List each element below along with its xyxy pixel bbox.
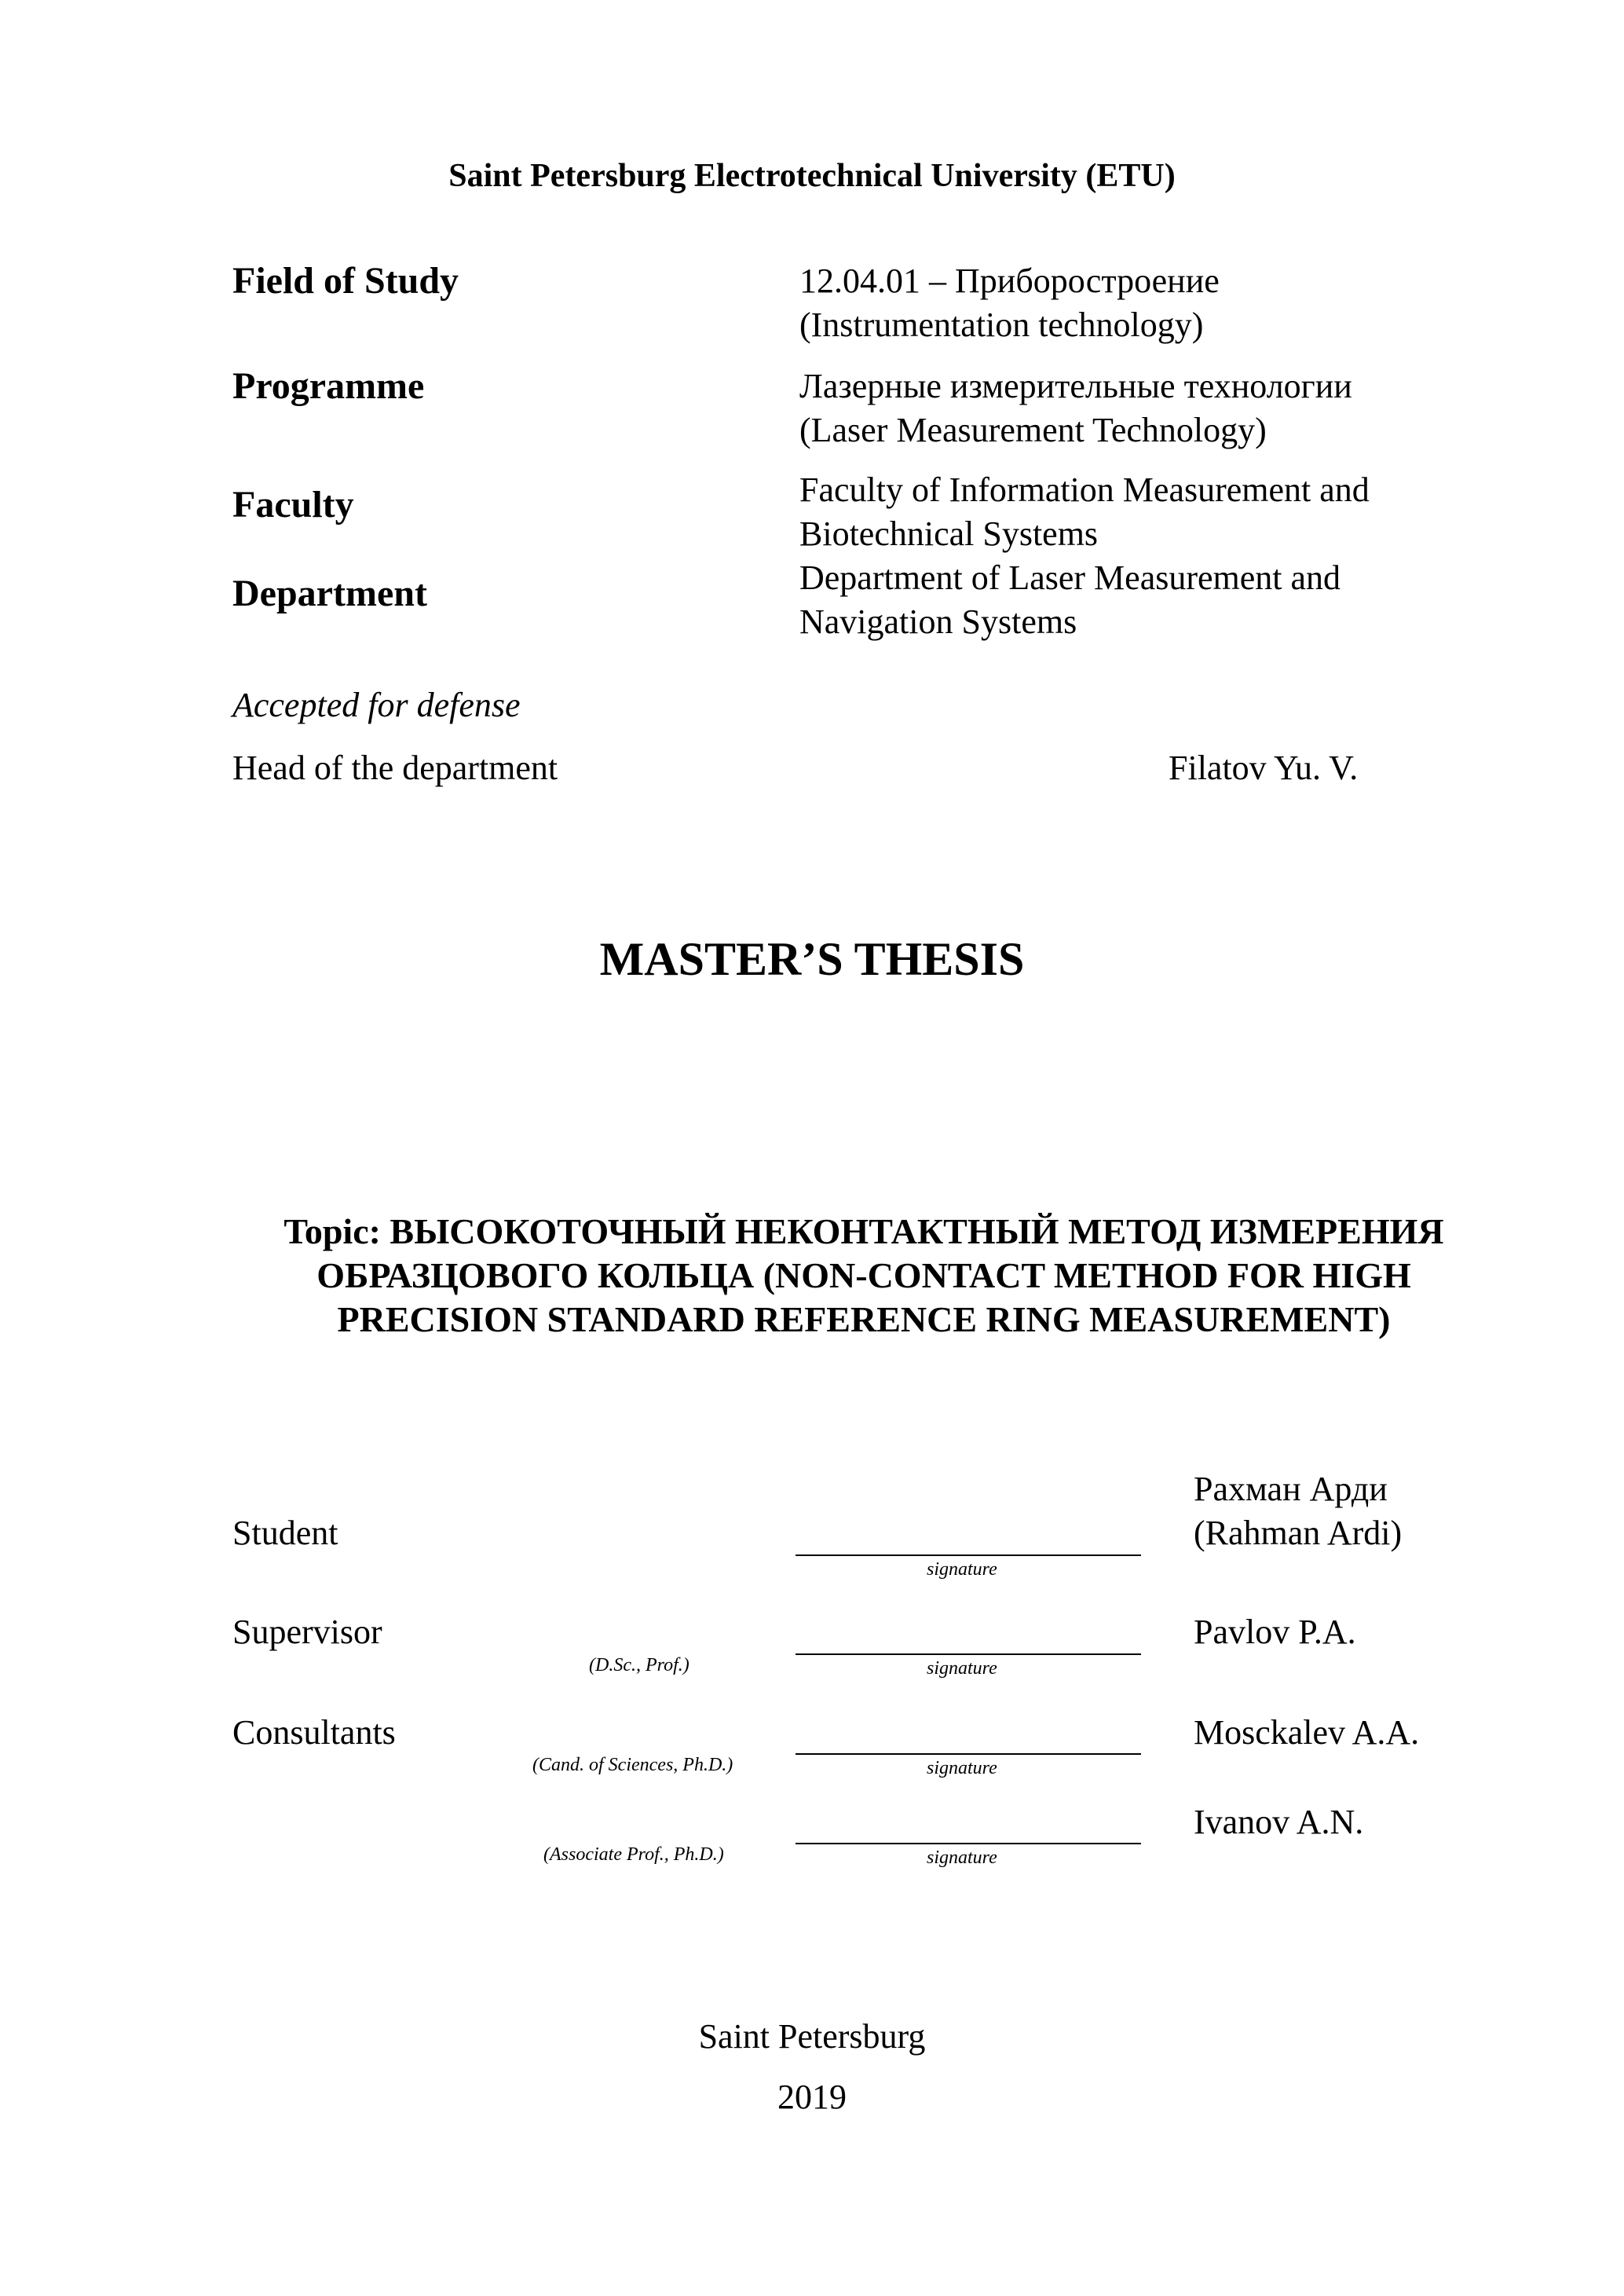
department-label: Department: [232, 573, 427, 614]
supervisor-name: Pavlov P.A.: [1194, 1613, 1356, 1651]
footer-year: 2019: [777, 2078, 847, 2116]
student-name-line1: Рахман Арди: [1194, 1470, 1388, 1508]
consultant1-signature-line: [796, 1753, 1141, 1755]
student-signature-line: [796, 1554, 1141, 1556]
programme-value: [799, 364, 1352, 452]
programme-value-line1: Лазерные измерительные технологии: [799, 367, 1352, 405]
faculty-value-line1: Faculty of Information Measurement and: [799, 471, 1370, 509]
consultant1-name: Mosckalev A.A.: [1194, 1713, 1420, 1752]
field-of-study-value-line1: 12.04.01 – Приборостроение: [799, 262, 1220, 300]
consultant2-degree: (Associate Prof., Ph.D.): [543, 1844, 724, 1865]
consultant2-name: Ivanov A.N.: [1194, 1803, 1364, 1841]
student-name-line2: (Rahman Ardi): [1194, 1514, 1403, 1552]
supervisor-signature-caption: signature: [927, 1658, 997, 1679]
thesis-title: MASTER’S THESIS: [599, 933, 1025, 985]
consultants-label: Consultants: [232, 1713, 396, 1752]
footer-city: Saint Petersburg: [698, 2017, 926, 2056]
head-of-department-name: Filatov Yu. V.: [1169, 749, 1359, 787]
supervisor-label: Supervisor: [232, 1613, 382, 1651]
faculty-label: Faculty: [232, 484, 354, 525]
consultant2-signature-line: [796, 1843, 1141, 1844]
student-signature-caption: signature: [927, 1559, 997, 1580]
faculty-value: [799, 468, 1370, 556]
supervisor-degree: (D.Sc., Prof.): [589, 1655, 689, 1675]
field-of-study-value: [799, 259, 1220, 347]
department-value-line2: Navigation Systems: [799, 602, 1077, 641]
university-name: Saint Petersburg Electrotechnical University (ETU): [448, 158, 1176, 194]
consultant1-degree: (Cand. of Sciences, Ph.D.): [532, 1755, 733, 1775]
field-of-study-label: Field of Study: [232, 260, 459, 302]
student-label: Student: [232, 1514, 338, 1552]
faculty-value-line2: Biotechnical Systems: [799, 514, 1099, 553]
consultant1-signature-caption: signature: [927, 1758, 997, 1778]
programme-value-line2: (Laser Measurement Technology): [799, 411, 1267, 449]
supervisor-signature-line: [796, 1653, 1141, 1655]
accepted-for-defense: Accepted for defense: [232, 686, 521, 724]
thesis-topic: Topic: ВЫСОКОТОЧНЫЙ НЕКОНТАКТНЫЙ МЕТОД ИЗМЕРЕНИЯ ОБРАЗЦОВОГО КОЛЬЦА (NON-CONTACT METHOD FOR HIGH PRECISION STANDARD REFERENCE RING MEASUREMENT): [283, 1211, 1444, 1339]
programme-label: Programme: [232, 365, 425, 407]
department-value-line1: Department of Laser Measurement and: [799, 558, 1341, 597]
field-of-study-value-line2: (Instrumentation technology): [799, 306, 1204, 344]
head-of-department-label: Head of the department: [232, 749, 558, 787]
department-value: [799, 556, 1341, 644]
consultant2-signature-caption: signature: [927, 1847, 997, 1868]
